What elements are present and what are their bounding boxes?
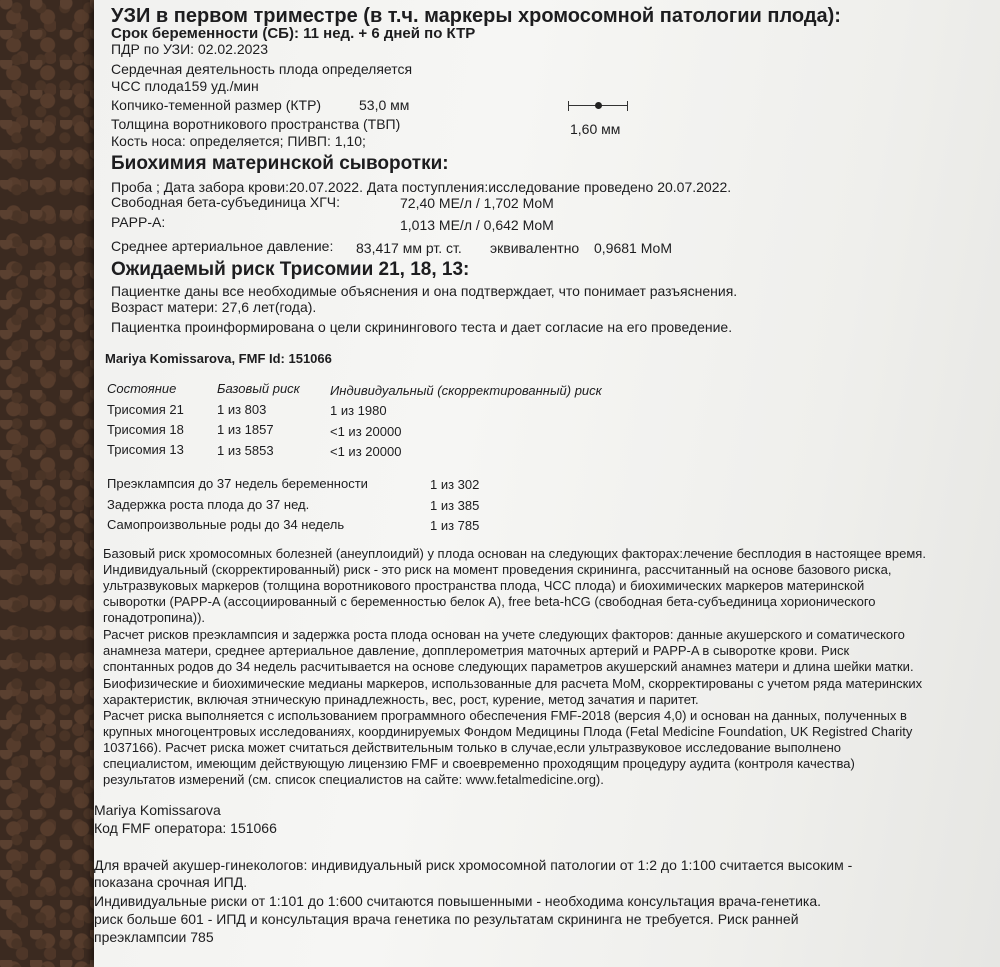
paragraph-line: 1037166). Расчет риска может считаться действительным только в случае,если ультразвуковое исследование выполнено (103, 740, 842, 755)
list-item-value: 1 из 785 (430, 518, 480, 533)
table-header: Базовый риск (217, 381, 300, 396)
map-equiv: эквивалентно (490, 240, 580, 256)
paragraph-line: Базовый риск хромосомных болезней (анеуплоидий) у плода основан на следующих факторах:лечение бесплодия в настоящее время. (103, 546, 926, 561)
biochem-title: Биохимия материнской сыворотки: (111, 153, 449, 174)
paragraph-line: Индивидуальный (скорректированный) риск - это риск на момент проведения скрининга, рассчитанный на основе базового риска, (103, 562, 892, 577)
paragraph-line: ультразвуковых маркеров (толщина воротникового пространства плода, ЧСС плода) и биохимических маркеров материнской (103, 578, 865, 593)
heart-activity: Сердечная деятельность плода определяется (111, 61, 413, 77)
table-cell: Трисомия 18 (107, 422, 184, 437)
hcg-value: 72,40 МЕ/л / 1,702 МоМ (400, 195, 554, 211)
crl-label: Копчико-теменной размер (КТР) (111, 97, 322, 113)
background-carpet (0, 0, 100, 967)
table-cell: Трисомия 21 (107, 402, 184, 417)
table-cell: <1 из 20000 (330, 444, 402, 459)
nasal-bone-line: Кость носа: определяется; ПИВП: 1,10; (111, 133, 366, 149)
table-cell: 1 из 1857 (217, 422, 274, 437)
paragraph-line: спонтанных родов до 34 недель расчитывается на основе следующих параметров акушерский анамнез матери и длина шейки матки. (103, 659, 914, 674)
map-mom: 0,9681 МоМ (594, 240, 672, 256)
footer-line: показана срочная ИПД. (94, 874, 248, 890)
list-item: Самопроизвольные роды до 34 недель (107, 517, 345, 532)
risk-line-2: Возраст матери: 27,6 лет(года). (111, 299, 317, 315)
nt-value: 1,60 мм (570, 121, 621, 137)
report-sheet (94, 0, 1000, 967)
paragraph-line: сыворотки (PAPP-A (ассоциированный с беременностью белок А), free beta-hCG (свободная бета-субъединица хорионического (103, 594, 876, 609)
gestation-age: Срок беременности (СБ): 11 нед. + 6 дней по КТР (111, 25, 476, 42)
paragraph-line: Расчет рисков преэклампсия и задержка роста плода основан на учете следующих факторов: данные акушерского и соматического (103, 627, 905, 642)
list-item-value: 1 из 302 (430, 477, 480, 492)
nt-measure-icon (568, 101, 628, 111)
risk-line-1: Пациентке даны все необходимые объяснения и она подтверждает, что понимает разъяснения. (111, 283, 738, 299)
map-label: Среднее артериальное давление: (111, 238, 334, 254)
footer-line: преэклампсии 785 (94, 929, 214, 945)
paragraph-line: Биофизические и биохимические медианы маркеров, использованные для расчета МоМ, скорректированы с учетом ряда материнских (103, 676, 923, 691)
paragraph-line: анамнеза матери, среднее артериальное давление, допплерометрия маточных артерий и PAPP-A в сыворотке крови. Риск (103, 643, 850, 658)
hcg-label: Свободная бета-субъединица ХГЧ: (111, 194, 341, 210)
table-header: Состояние (107, 381, 177, 396)
footer-line: Индивидуальные риски от 1:101 до 1:600 считаются повышенными - необходима консультация врача-генетика. (94, 893, 822, 909)
ultrasound-title: УЗИ в первом триместре (в т.ч. маркеры хромосомной патологии плода): (111, 5, 841, 27)
pappa-value: 1,013 МЕ/л / 0,642 МоМ (400, 217, 554, 233)
fhr-line: ЧСС плода159 уд./мин (111, 78, 259, 94)
operator-name: Mariya Komissarova (94, 802, 221, 818)
table-cell: <1 из 20000 (330, 424, 402, 439)
pappa-label: PAPP-A: (111, 214, 166, 230)
map-value: 83,417 мм рт. ст. (356, 240, 462, 256)
paragraph-line: характеристик, включая этническую принадлежность, вес, рост, курение, метод зачатия и паритет. (103, 692, 699, 707)
table-cell: 1 из 5853 (217, 443, 274, 458)
operator-line: Mariya Komissarova, FMF Id: 151066 (105, 351, 332, 366)
paragraph-line: специалистом, имеющим действующую лицензию FMF и своевременно проходящим процедуру аудита (контроля качества) (103, 756, 855, 771)
table-cell: 1 из 803 (217, 402, 267, 417)
risk-line-3: Пациентка проинформирована о цели скринингового теста и дает согласие на его проведение. (111, 319, 733, 335)
sample-line: Проба ; Дата забора крови:20.07.2022. Дата поступления:исследование проведено 20.07.2022. (111, 179, 732, 195)
footer-line: Для врачей акушер-гинекологов: индивидуальный риск хромосомной патологии от 1:2 до 1:100 считается высоким - (94, 857, 853, 873)
list-item: Задержка роста плода до 37 нед. (107, 497, 310, 512)
paragraph-line: результатов измерений (см. список специалистов на сайте: www.fetalmedicine.org). (103, 772, 604, 787)
table-header: Индивидуальный (скорректированный) риск (330, 383, 602, 398)
operator-code: Код FMF оператора: 151066 (94, 820, 277, 836)
paragraph-line: гонадотропина)). (103, 610, 206, 625)
list-item-value: 1 из 385 (430, 498, 480, 513)
footer-line: риск больше 601 - ИПД и консультация врача генетика по результатам скрининга не требуется. Риск ранней (94, 911, 799, 927)
table-cell: Трисомия 13 (107, 442, 184, 457)
table-cell: 1 из 1980 (330, 403, 387, 418)
nt-label: Толщина воротникового пространства (ТВП) (111, 116, 401, 132)
risk-title: Ожидаемый риск Трисомии 21, 18, 13: (111, 259, 470, 280)
edd-line: ПДР по УЗИ: 02.02.2023 (111, 41, 268, 57)
list-item: Преэклампсия до 37 недель беременности (107, 476, 368, 491)
crl-value: 53,0 мм (359, 97, 410, 113)
paragraph-line: крупных многоцентровых исследованиях, координируемых Фондом Медицины Плода (Fetal Medicine Foundation, UK Registred Charity (103, 724, 913, 739)
paragraph-line: Расчет риска выполняется с использованием программного обеспечения FMF-2018 (версия 4,0) и основан на данных, полученных в (103, 708, 907, 723)
